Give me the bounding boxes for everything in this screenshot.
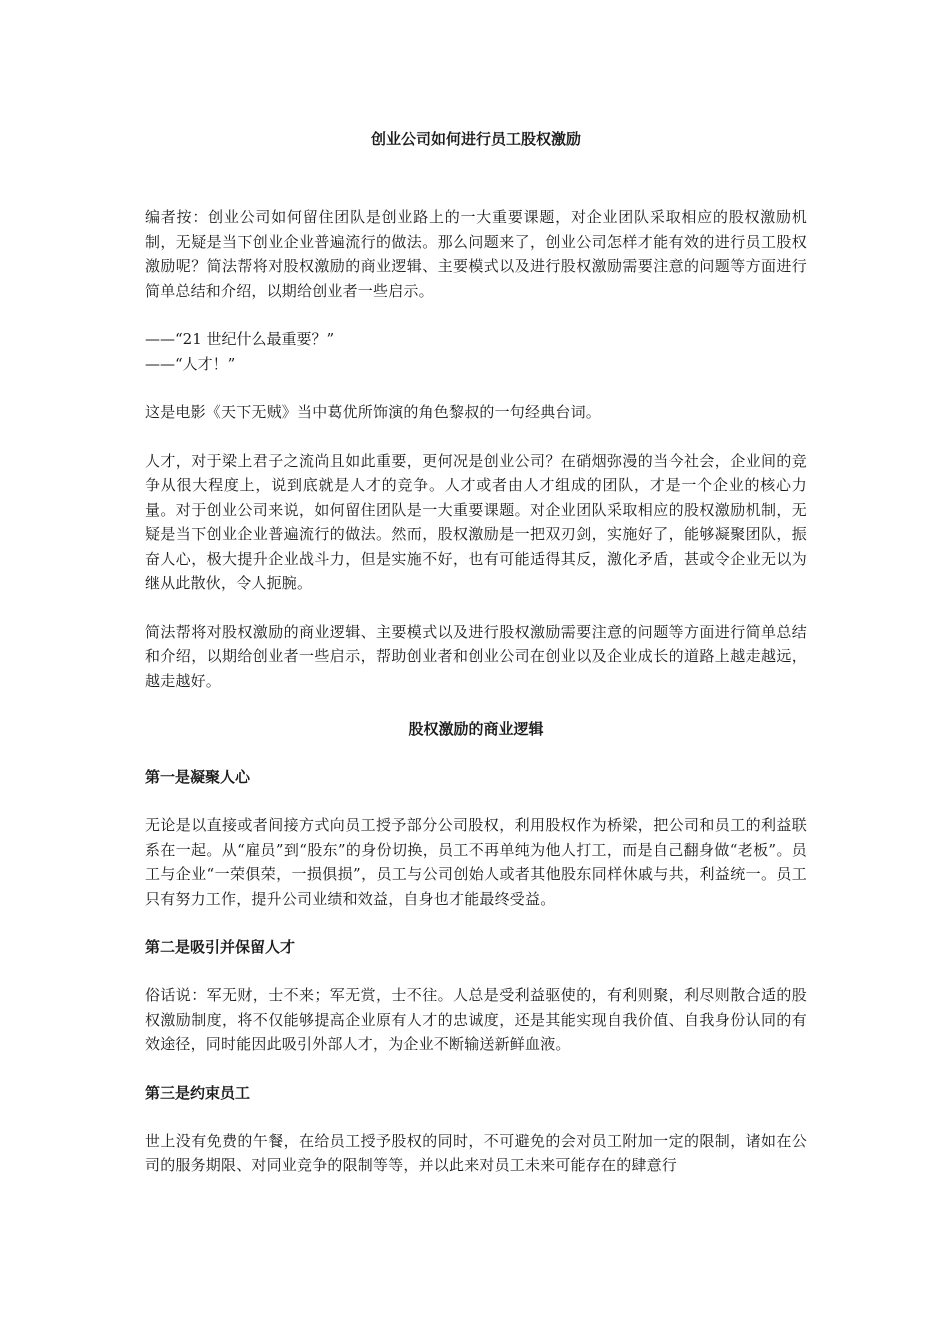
section-heading-business-logic: 股权激励的商业逻辑 — [408, 720, 544, 738]
quote-line-1: ——“21 世纪什么最重要？” — [145, 330, 335, 348]
subheading-constrain-staff: 第三是约束员工 — [145, 1083, 251, 1102]
summary-paragraph: 简法帮将对股权激励的商业逻辑、主要模式以及进行股权激励需要注意的问题等方面进行简单总结和介绍，以期给创业者一些启示，帮助创业者和创业公司在创业以及企业成长的道路上越走越远，越走越好。 — [145, 622, 807, 690]
constrain-staff-paragraph: 世上没有免费的午餐，在给员工授予股权的同时，不可避免的会对员工附加一定的限制，诸如在公司的服务期限、对同业竞争的限制等等，并以此来对员工未来可能存在的肆意行 — [145, 1131, 807, 1174]
quote-block — [145, 327, 807, 376]
subheading-cohesion: 第一是凝聚人心 — [145, 768, 251, 786]
cohesion-paragraph: 无论是以直接或者间接方式向员工授予部分公司股权，利用股权作为桥梁，把公司和员工的利益联系在一起。从“雇员”到“股东”的身份切换，员工不再单纯为他人打工，而是自己翻身做“老板”。员工与企业“一荣俱荣，一损俱损”，员工与公司创始人或者其他股东同样休戚与共，利益统一。员工只有努力工作，提升公司业绩和效益，自身也才能最终受益。 — [145, 816, 807, 908]
document-title: 创业公司如何进行员工股权激励 — [370, 130, 581, 148]
talent-paragraph: 人才，对于梁上君子之流尚且如此重要，更何况是创业公司？在硝烟弥漫的当今社会，企业间的竞争从很大程度上，说到底就是人才的竞争。人才或者由人才组成的团队，才是一个企业的核心力量。对于创业公司来说，如何留住团队是一大重要课题。对企业团队采取相应的股权激励机制，无疑是当下创业企业普遍流行的做法。然而，股权激励是一把双刃剑，实施好了，能够凝聚团队，振奋人心，极大提升企业战斗力，但是实施不好，也有可能适得其反，激化矛盾，甚或令企业无以为继从此散伙，令人扼腕。 — [145, 451, 807, 592]
quote-line-2: ——“人才！” — [145, 354, 236, 373]
subheading-attract-talent: 第二是吸引并保留人才 — [145, 938, 296, 956]
attract-talent-paragraph: 俗话说：军无财，士不来；军无赏，士不往。人总是受利益驱使的，有利则聚，利尽则散合适的股权激励制度，将不仅能够提高企业原有人才的忠诚度，还是其能实现自我价值、自我身份认同的有效途径，同时能因此吸引外部人才，为企业不断输送新鲜血液。 — [145, 986, 807, 1053]
movie-line-paragraph: 这是电影《天下无贼》当中葛优所饰演的角色黎叔的一句经典台词。 — [145, 403, 602, 421]
intro-paragraph: 编者按：创业公司如何留住团队是创业路上的一大重要课题，对企业团队采取相应的股权激励机制，无疑是当下创业企业普遍流行的做法。那么问题来了，创业公司怎样才能有效的进行员工股权激励呢？简法帮将对股权激励的商业逻辑、主要模式以及进行股权激励需要注意的问题等方面进行简单总结和介绍，以期给创业者一些启示。 — [145, 208, 807, 300]
document-body — [145, 128, 807, 1202]
